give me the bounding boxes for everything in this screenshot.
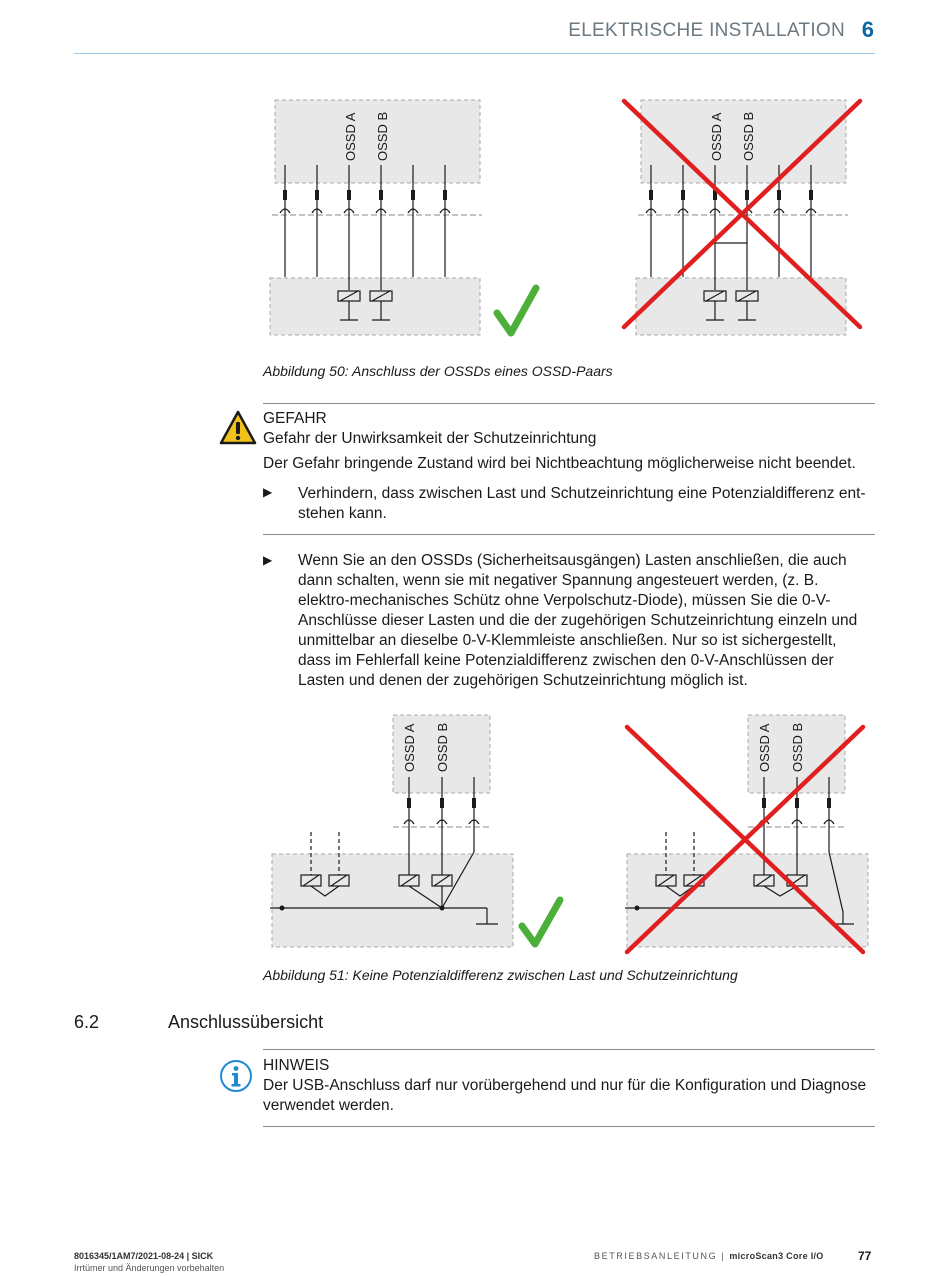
note-top-rule: [263, 1049, 875, 1050]
figure-50-diagram: [260, 95, 880, 345]
section-title: Anschlussübersicht: [168, 1012, 324, 1032]
figure-51-caption: Abbildung 51: Keine Potenzialdifferenz zwischen Last und Schutzeinrichtung: [263, 967, 738, 983]
check-icon: [522, 900, 560, 944]
chapter-number: 6: [861, 17, 874, 42]
info-icon: [219, 1059, 253, 1093]
footer-doc-id: 8016345/1AM7/2021-08-24 | SICK: [74, 1251, 214, 1261]
warning-icon: [219, 410, 257, 446]
figure-51-wrong-wiring: [625, 715, 868, 952]
figure-50-right-ossd-b-label: OSSD B: [741, 111, 756, 161]
danger-bottom-rule: [263, 534, 875, 535]
danger-title: GEFAHR: [263, 410, 327, 427]
note-bottom-rule: [263, 1126, 875, 1127]
footer-left: [74, 1250, 224, 1274]
figure-51-right-ossd-b-label: OSSD B: [790, 722, 805, 772]
page-number: 77: [858, 1249, 872, 1263]
instruction-line-5: unmittelbar an dieselbe 0-V-Klemmleiste anschließen. Nur so ist sichergestellt,: [298, 632, 837, 649]
figure-50-left-ossd-a-label: OSSD A: [343, 112, 358, 161]
instruction-line-2: dann schalten, wenn sie mit negativer Spannung angesteuert werden, (z. B.: [298, 572, 819, 589]
figure-50-wrong-wiring: [624, 100, 860, 335]
running-header-title: ELEKTRISCHE INSTALLATION: [568, 20, 845, 41]
danger-text: Der Gefahr bringende Zustand wird bei Nichtbeachtung möglicherweise nicht beendet.: [263, 455, 856, 472]
instruction-line-3: elektro-mechanisches Schütz ohne Verpolschutz-Diode), müssen Sie die 0-V-: [298, 592, 831, 609]
figure-50-caption: Abbildung 50: Anschluss der OSSDs eines OSSD-Paars: [263, 363, 613, 379]
note-line-1: Der USB-Anschluss darf nur vorübergehend und nur für die Konfiguration und Diagnose: [263, 1077, 867, 1094]
danger-subtitle: Gefahr der Unwirksamkeit der Schutzeinrichtung: [263, 430, 597, 447]
figure-50-correct-wiring: [270, 100, 536, 335]
footer-doc-type: BETRIEBSANLEITUNG |: [594, 1251, 730, 1261]
danger-top-rule: [263, 403, 875, 404]
danger-action-line-1: Verhindern, dass zwischen Last und Schutzeinrichtung eine Potenzialdifferenz ent-: [298, 485, 866, 502]
instruction-line-6: dass im Fehlerfall keine Potenzialdifferenz zwischen den 0-V-Anschlüssen der: [298, 652, 834, 669]
danger-action-bullet-icon: ▶: [263, 485, 273, 499]
figure-50-left-ossd-b-label: OSSD B: [375, 111, 390, 161]
figure-51-diagram: [265, 712, 875, 960]
figure-51-right-ossd-a-label: OSSD A: [757, 723, 772, 772]
instruction-line-7: Lasten und denen der zugehörigen Schutzeinrichtung möglich ist.: [298, 672, 748, 689]
figure-51-left-ossd-b-label: OSSD B: [435, 722, 450, 772]
figure-51-correct-wiring: [270, 715, 560, 947]
header-divider: [74, 53, 875, 54]
instruction-bullet-icon: ▶: [263, 553, 273, 567]
figure-51-left-ossd-a-label: OSSD A: [402, 723, 417, 772]
footer-middle: [594, 1251, 824, 1261]
check-icon: [497, 288, 536, 333]
figure-50-right-ossd-a-label: OSSD A: [709, 112, 724, 161]
instruction-line-4: Anschlüsse dieser Lasten und die der zugehörigen Schutzeinrichtung einzeln und: [298, 612, 858, 629]
instruction-line-1: Wenn Sie an den OSSDs (Sicherheitsausgängen) Lasten anschließen, die auch: [298, 552, 847, 569]
section-number: 6.2: [74, 1012, 100, 1032]
footer-product: microScan3 Core I/O: [729, 1251, 824, 1261]
note-title: HINWEIS: [263, 1057, 330, 1074]
note-line-2: verwendet werden.: [263, 1097, 394, 1114]
footer-disclaimer: Irrtümer und Änderungen vorbehalten: [74, 1263, 225, 1273]
danger-action-line-2: stehen kann.: [298, 505, 387, 522]
